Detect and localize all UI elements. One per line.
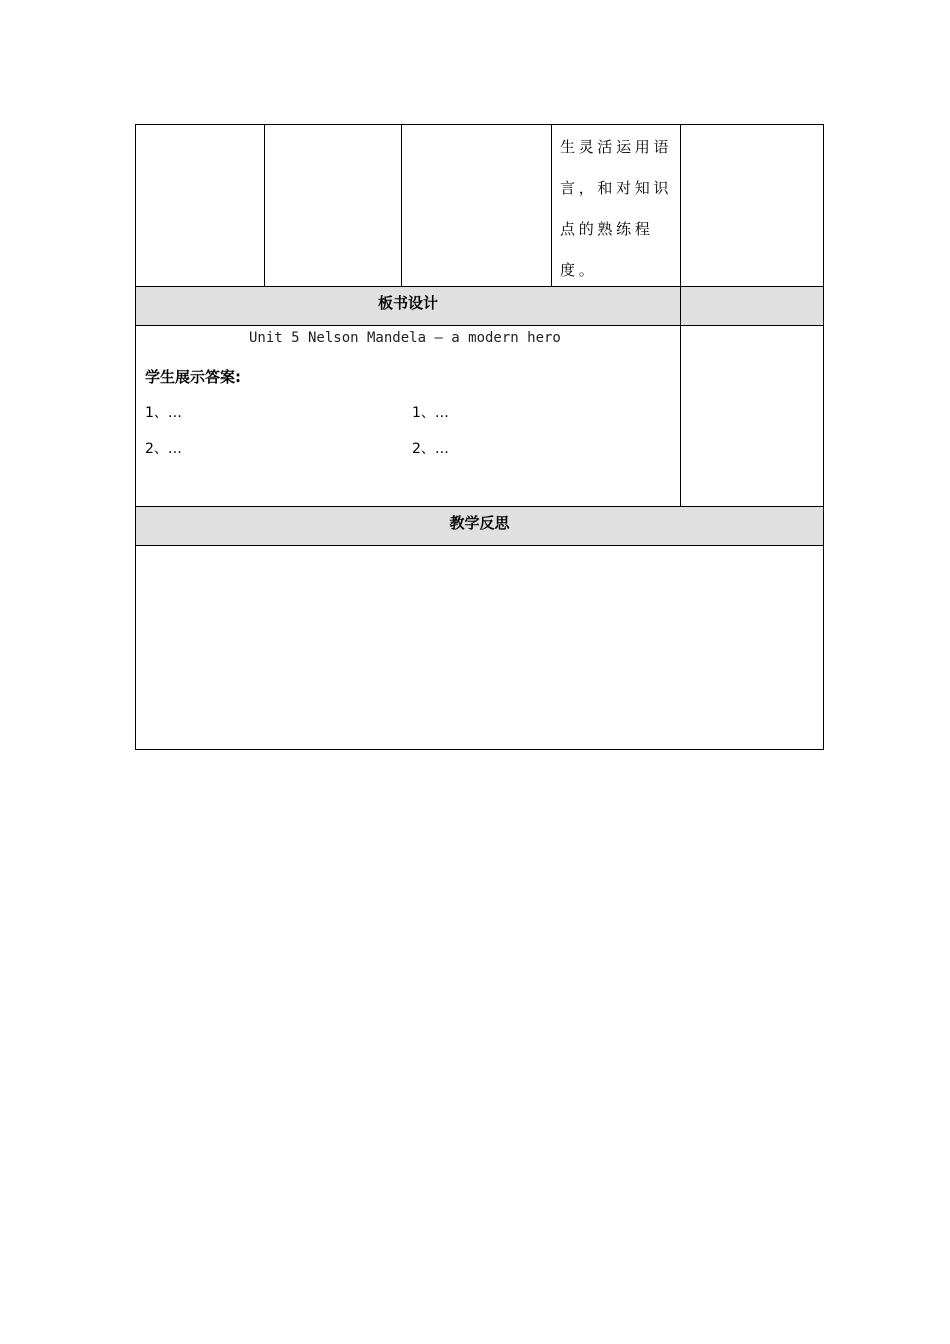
column-divider	[680, 124, 681, 506]
row-divider	[135, 286, 824, 287]
left-answer-item: 2、…	[145, 441, 182, 457]
right-answer-item: 2、…	[412, 441, 449, 457]
column-divider	[264, 124, 265, 286]
unit-title: Unit 5 Nelson Mandela — a modern hero	[249, 330, 561, 346]
lesson-plan-table	[135, 124, 824, 750]
objective-line: 言，和对知识	[560, 179, 673, 197]
row-divider	[135, 506, 824, 507]
row-divider	[135, 325, 824, 326]
right-answer-item: 1、…	[412, 405, 449, 421]
left-answer-item: 1、…	[145, 405, 182, 421]
column-divider	[401, 124, 402, 286]
reflection-header: 教学反思	[449, 514, 510, 532]
objective-text	[560, 127, 673, 291]
row-divider	[135, 545, 824, 546]
column-divider	[551, 124, 552, 286]
objective-line: 点的熟练程	[560, 220, 654, 238]
answers-label: 学生展示答案:	[145, 368, 241, 386]
objective-line: 生灵活运用语	[560, 138, 673, 156]
board-design-header: 板书设计	[377, 294, 438, 312]
objective-line: 度。	[560, 261, 598, 279]
